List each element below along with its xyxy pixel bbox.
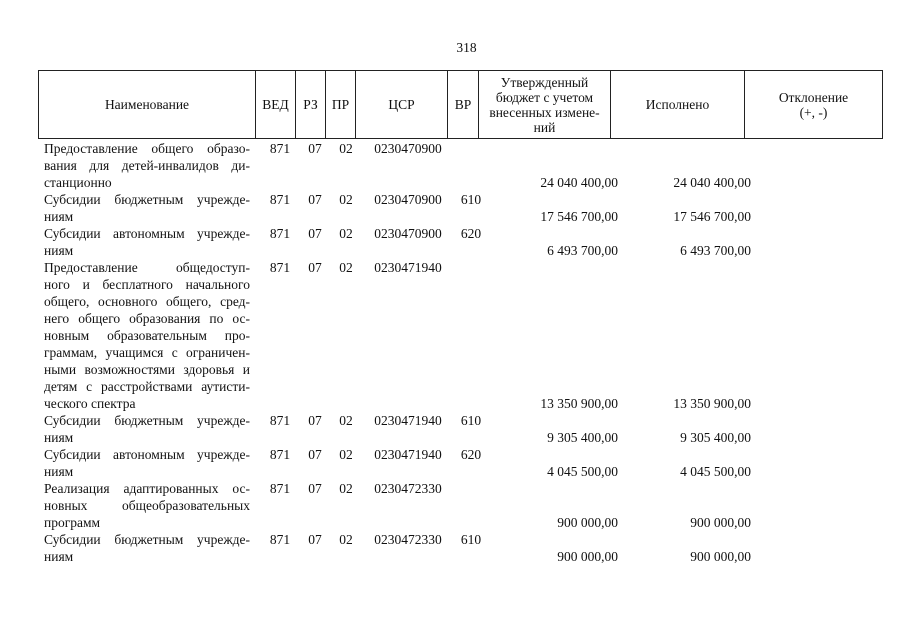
cell-executed: 900 000,00: [690, 549, 751, 564]
cell-budget: 900 000,00: [557, 515, 618, 530]
cell-vr: 610: [460, 413, 482, 428]
cell-budget: 4 045 500,00: [547, 464, 618, 479]
cell-vr: 620: [460, 226, 482, 241]
row-name-line: Субсидии бюджетным учрежде-: [44, 532, 250, 547]
row-name: [44, 531, 250, 565]
table-body: [0, 140, 899, 565]
row-name-line: новным образовательным про-: [44, 328, 250, 343]
cell-pr: 02: [339, 260, 353, 275]
column-header-deviation: [745, 71, 883, 139]
row-name: [44, 412, 250, 446]
cell-csr: 0230470900: [374, 192, 442, 207]
row-name: [44, 259, 250, 412]
cell-pr: 02: [339, 532, 353, 547]
cell-budget: 9 305 400,00: [547, 430, 618, 445]
row-name-line: вания для детей-инвалидов ди-: [44, 158, 250, 173]
table-row: [0, 480, 899, 531]
row-name-line: Предоставление общедоступ-: [44, 260, 250, 275]
cell-executed: 13 350 900,00: [673, 396, 751, 411]
column-header-executed: Исполнено: [611, 71, 745, 139]
row-name: [44, 480, 250, 531]
cell-executed: 900 000,00: [690, 515, 751, 530]
row-name-line: новных общеобразовательных: [44, 498, 250, 513]
cell-pr: 02: [339, 141, 353, 156]
column-header-rz: РЗ: [296, 71, 326, 139]
row-name-line: Субсидии автономным учрежде-: [44, 226, 250, 241]
row-name-line: ными возможностями здоровья и: [44, 362, 250, 377]
row-name-line: ниям: [44, 243, 74, 258]
cell-ved: 871: [269, 532, 291, 547]
row-name-line: программ: [44, 515, 101, 530]
cell-pr: 02: [339, 226, 353, 241]
column-header-pr: ПР: [326, 71, 356, 139]
row-name-line: общего, основного общего, сред-: [44, 294, 250, 309]
row-name-line: ческого спектра: [44, 396, 136, 411]
cell-rz: 07: [308, 413, 322, 428]
column-header-name: Наименование: [39, 71, 256, 139]
cell-ved: 871: [269, 447, 291, 462]
cell-rz: 07: [308, 447, 322, 462]
cell-ved: 871: [269, 413, 291, 428]
row-name-line: Реализация адаптированных ос-: [44, 481, 250, 496]
cell-csr: 0230471940: [374, 413, 442, 428]
row-name-line: ниям: [44, 464, 74, 479]
cell-csr: 0230470900: [374, 141, 442, 156]
table-row: [0, 531, 899, 565]
column-header-budget: [479, 71, 611, 139]
row-name-line: Субсидии автономным учрежде-: [44, 447, 250, 462]
cell-budget: 24 040 400,00: [540, 175, 618, 190]
cell-budget: 900 000,00: [557, 549, 618, 564]
cell-executed: 6 493 700,00: [680, 243, 751, 258]
cell-rz: 07: [308, 260, 322, 275]
row-name-line: Предоставление общего образо-: [44, 141, 250, 156]
cell-csr: 0230472330: [374, 481, 442, 496]
table-row: [0, 191, 899, 225]
column-header-csr: ЦСР: [356, 71, 448, 139]
row-name-line: ниям: [44, 430, 74, 445]
row-name-line: Субсидии бюджетным учрежде-: [44, 192, 250, 207]
table-row: [0, 225, 899, 259]
cell-executed: 24 040 400,00: [673, 175, 751, 190]
cell-vr: 620: [460, 447, 482, 462]
cell-vr: 610: [460, 192, 482, 207]
column-header-budget-line: внесенных измене-: [489, 104, 600, 120]
cell-executed: 9 305 400,00: [680, 430, 751, 445]
cell-executed: 4 045 500,00: [680, 464, 751, 479]
row-name-line: граммам, учащимся с ограничен-: [44, 345, 250, 360]
cell-pr: 02: [339, 413, 353, 428]
row-name-line: ниям: [44, 209, 74, 224]
table-header: [38, 70, 883, 139]
column-header-ved: ВЕД: [256, 71, 296, 139]
cell-pr: 02: [339, 447, 353, 462]
cell-rz: 07: [308, 532, 322, 547]
row-name-line: Субсидии бюджетным учрежде-: [44, 413, 250, 428]
cell-ved: 871: [269, 226, 291, 241]
cell-csr: 0230470900: [374, 226, 442, 241]
cell-csr: 0230472330: [374, 532, 442, 547]
column-header-budget-line: бюджет с учетом: [495, 89, 594, 105]
column-header-deviation-line: Отклонение: [778, 89, 849, 105]
table-row: [0, 446, 899, 480]
cell-pr: 02: [339, 192, 353, 207]
page-number: 318: [456, 40, 477, 55]
cell-ved: 871: [269, 141, 291, 156]
cell-rz: 07: [308, 481, 322, 496]
cell-csr: 0230471940: [374, 260, 442, 275]
row-name: [44, 140, 250, 191]
row-name: [44, 225, 250, 259]
row-name: [44, 191, 250, 225]
column-header-vr: ВР: [448, 71, 479, 139]
cell-ved: 871: [269, 481, 291, 496]
cell-rz: 07: [308, 141, 322, 156]
cell-rz: 07: [308, 226, 322, 241]
column-header-deviation-line: (+, -): [799, 104, 828, 120]
cell-vr: 610: [460, 532, 482, 547]
cell-budget: 13 350 900,00: [540, 396, 618, 411]
row-name-line: станционно: [44, 175, 112, 190]
table-row: [0, 140, 899, 191]
cell-rz: 07: [308, 192, 322, 207]
column-header-budget-line: Утвержденный: [500, 74, 589, 90]
cell-ved: 871: [269, 260, 291, 275]
cell-csr: 0230471940: [374, 447, 442, 462]
row-name-line: ниям: [44, 549, 74, 564]
row-name-line: детям с расстройствами аутисти-: [44, 379, 250, 394]
cell-budget: 6 493 700,00: [547, 243, 618, 258]
row-name-line: ного и бесплатного начального: [44, 277, 250, 292]
cell-executed: 17 546 700,00: [673, 209, 751, 224]
column-header-budget-line: ний: [533, 119, 556, 135]
row-name-line: него общего образования по ос-: [44, 311, 250, 326]
cell-budget: 17 546 700,00: [540, 209, 618, 224]
table-row: [0, 259, 899, 412]
cell-ved: 871: [269, 192, 291, 207]
table-row: [0, 412, 899, 446]
row-name: [44, 446, 250, 480]
cell-pr: 02: [339, 481, 353, 496]
